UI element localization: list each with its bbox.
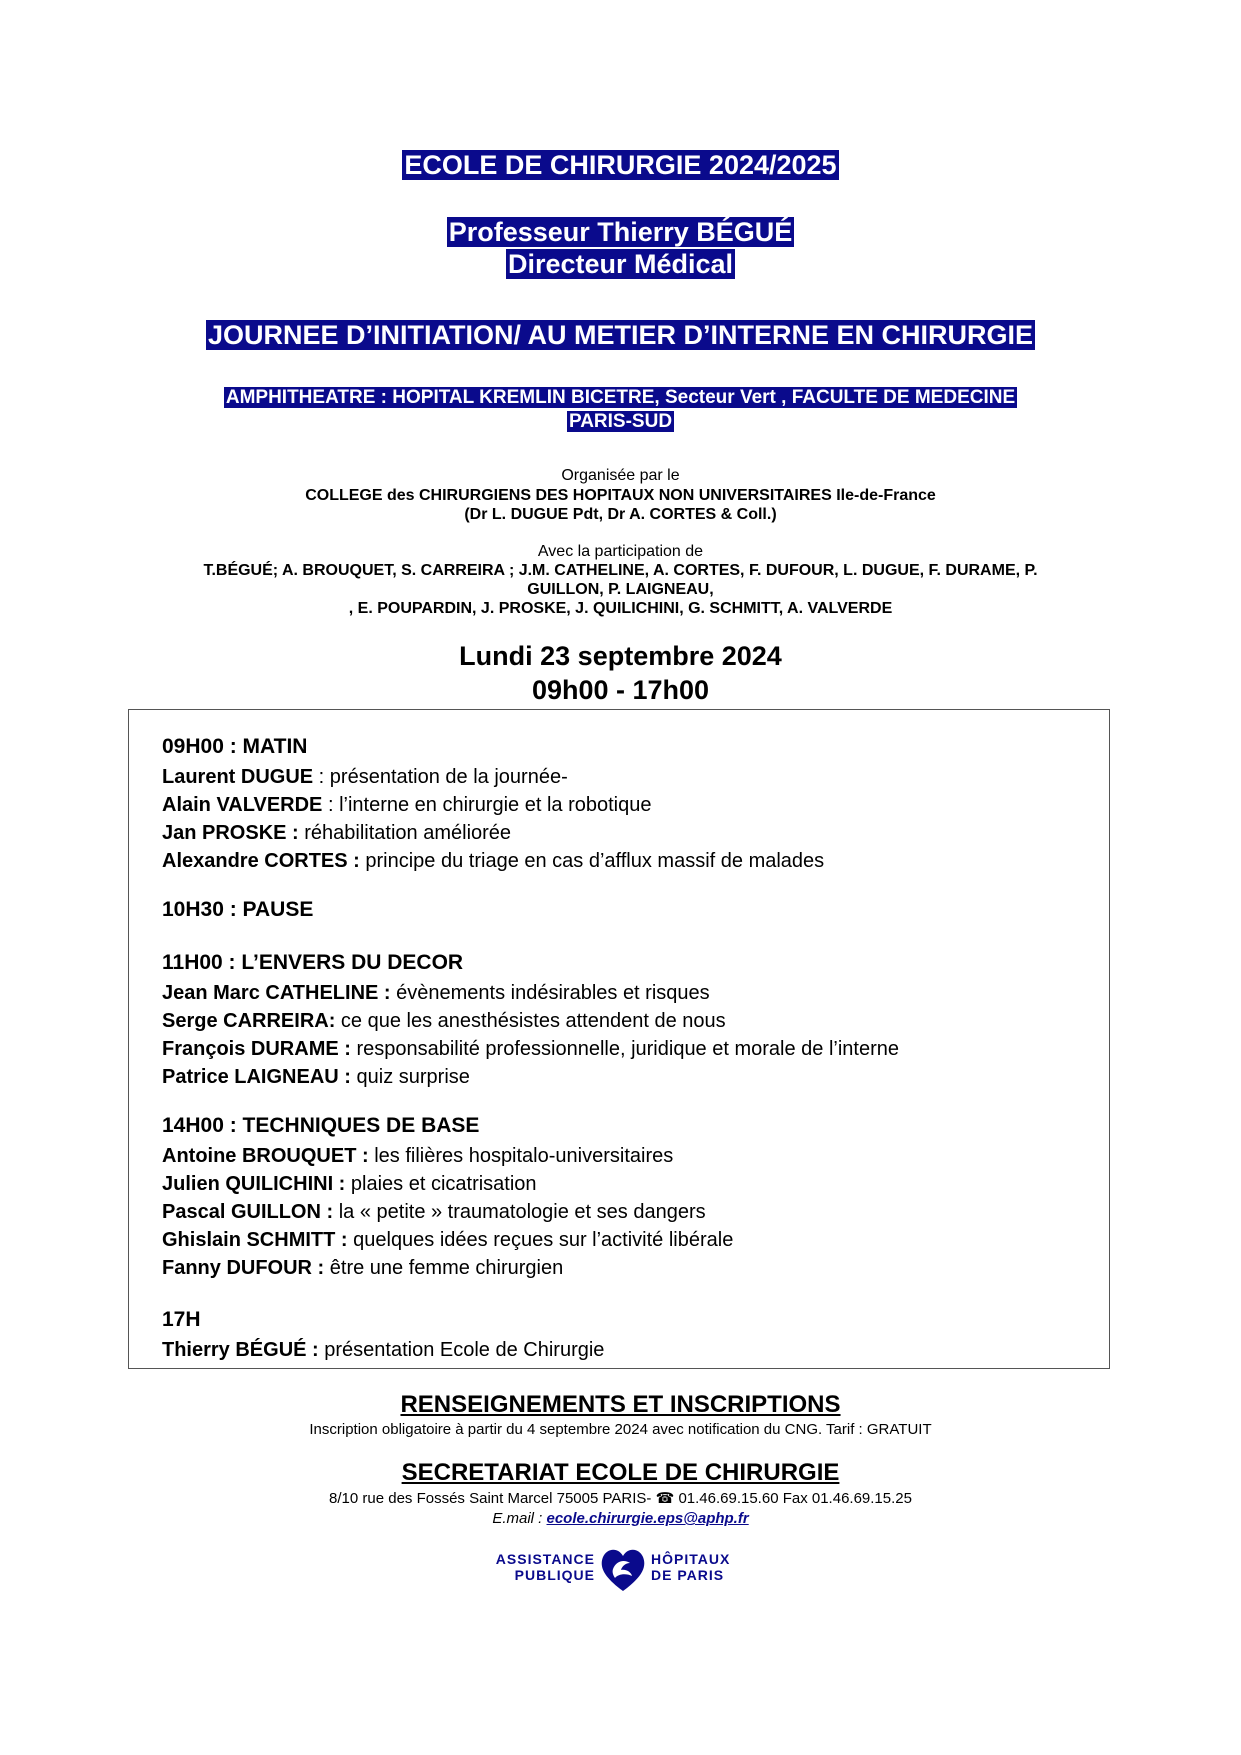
program-item: Julien QUILICHINI : plaies et cicatrisation (162, 1173, 537, 1195)
logo-right-text: HÔPITAUX DE PARIS (651, 1551, 731, 1583)
secretariat-contact (0, 1489, 1241, 1508)
heart-icon (598, 1545, 648, 1593)
phone-fax: 01.46.69.15.60 Fax 01.46.69.15.25 (678, 1490, 912, 1507)
location-line-2: PARIS-SUD (568, 411, 673, 432)
organized-intro: Organisée par le (561, 467, 680, 484)
session-title: 10H30 : PAUSE (162, 898, 314, 921)
phone-icon: ☎ (655, 1490, 675, 1507)
info-title: RENSEIGNEMENTS ET INSCRIPTIONS (400, 1391, 841, 1418)
program-item: Alexandre CORTES : principe du triage en cas d’afflux massif de malades (162, 850, 825, 872)
event-hours: 09h00 - 17h00 (531, 675, 710, 705)
participants-line-1: T.BÉGUÉ; A. BROUQUET, S. CARREIRA ; J.M. CATHELINE, A. CORTES, F. DUFOUR, L. DUGUE, F. DURAME, P. (203, 562, 1038, 579)
participation-intro: Avec la participation de (537, 543, 704, 560)
location-line-1: AMPHITHEATRE : HOPITAL KREMLIN BICETRE, Secteur Vert , FACULTE DE MEDECINE (225, 387, 1016, 408)
session-pause (162, 896, 313, 926)
session-techniques (162, 1112, 733, 1282)
program-item: François DURAME : responsabilité professionnelle, juridique et morale de l’interne (162, 1038, 900, 1060)
session-title: 14H00 : TECHNIQUES DE BASE (162, 1114, 480, 1137)
info-text: Inscription obligatoire à partir du 4 septembre 2024 avec notification du CNG. Tarif : GRATUIT (309, 1421, 932, 1438)
director-title: Directeur Médical (507, 249, 734, 279)
program-item: Antoine BROUQUET : les filières hospitalo-universitaires (162, 1145, 674, 1167)
secretariat-title: SECRETARIAT ECOLE DE CHIRURGIE (401, 1459, 840, 1486)
address: 8/10 rue des Fossés Saint Marcel 75005 PARIS- (329, 1490, 652, 1507)
location-block (0, 386, 1241, 434)
session-envers-decor (162, 949, 899, 1091)
school-title: ECOLE DE CHIRURGIE 2024/2025 (404, 150, 837, 180)
event-title: JOURNEE D’INITIATION/ AU METIER D’INTERNE EN CHIRURGIE (207, 320, 1034, 350)
logo-left-text: ASSISTANCE PUBLIQUE (495, 1551, 595, 1583)
college-name: COLLEGE des CHIRURGIENS DES HOPITAUX NON UNIVERSITAIRES Ile-de-France (305, 487, 936, 504)
program-item: Jean Marc CATHELINE : évènements indésirables et risques (162, 982, 710, 1004)
session-title: 11H00 : L’ENVERS DU DECOR (162, 951, 464, 974)
session-morning (162, 733, 824, 875)
program-item: Pascal GUILLON : la « petite » traumatologie et ses dangers (162, 1201, 706, 1223)
event-title-block (0, 318, 1241, 352)
email-label: E.mail : (492, 1510, 543, 1527)
professor-name: Professeur Thierry BÉGUÉ (448, 217, 793, 247)
email-line (0, 1509, 1241, 1528)
event-date: Lundi 23 septembre 2024 (459, 641, 782, 671)
program-item: Ghislain SCHMITT : quelques idées reçues sur l’activité libérale (162, 1229, 734, 1251)
participants-line-2: GUILLON, P. LAIGNEAU, (527, 581, 714, 598)
program-item: Fanny DUFOUR : être une femme chirurgien (162, 1257, 564, 1279)
session-title: 17H (162, 1308, 201, 1331)
program-item: Thierry BÉGUÉ : présentation Ecole de Chirurgie (162, 1339, 605, 1361)
program-item: Serge CARREIRA: ce que les anesthésistes attendent de nous (162, 1010, 726, 1032)
school-title-block (0, 148, 1241, 182)
email-link[interactable]: ecole.chirurgie.eps@aphp.fr (546, 1510, 749, 1527)
aphp-logo (491, 1545, 751, 1593)
session-closing (162, 1306, 604, 1364)
program-item: Jan PROSKE : réhabilitation améliorée (162, 822, 512, 844)
program-item: Laurent DUGUE : présentation de la journée- (162, 766, 568, 788)
program-item: Patrice LAIGNEAU : quiz surprise (162, 1066, 470, 1088)
session-title: 09H00 : MATIN (162, 735, 308, 758)
participants-line-3: , E. POUPARDIN, J. PROSKE, J. QUILICHINI, G. SCHMITT, A. VALVERDE (348, 600, 893, 617)
director-block (0, 248, 1241, 280)
college-leads: (Dr L. DUGUE Pdt, Dr A. CORTES & Coll.) (464, 506, 777, 523)
professor-block (0, 216, 1241, 248)
program-item: Alain VALVERDE : l’interne en chirurgie et la robotique (162, 794, 652, 816)
